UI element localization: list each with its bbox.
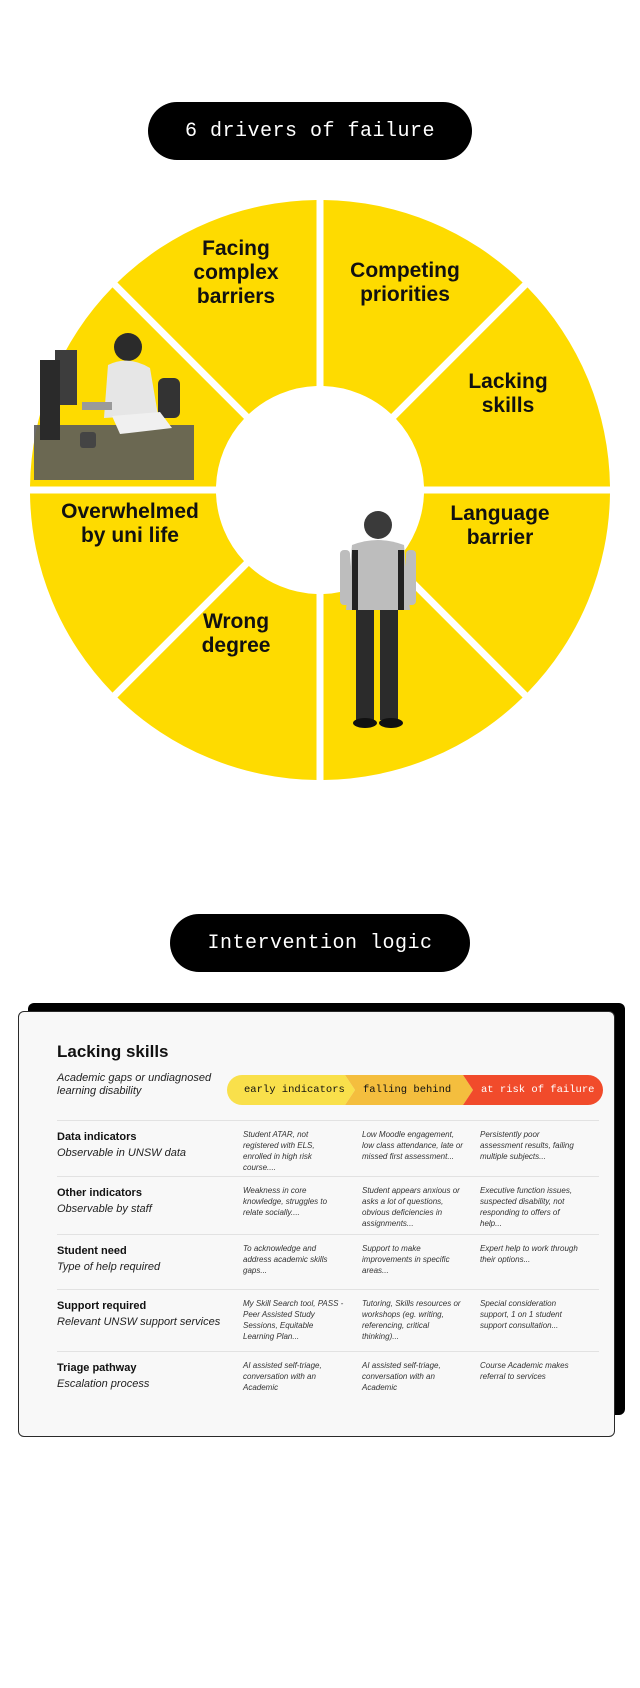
table-row <box>57 1234 599 1290</box>
row-name: Triage pathway <box>57 1362 137 1374</box>
cell-risk: Persistently poor assessment results, failing multiple subjects... <box>480 1130 574 1161</box>
table-row <box>57 1176 599 1235</box>
driver-label-line: priorities <box>360 283 450 306</box>
driver-label-line: Competing <box>350 259 460 282</box>
table-row <box>57 1120 599 1177</box>
drivers-heading-label: 6 drivers of failure <box>184 119 436 143</box>
driver-label-line: Facing <box>202 237 270 260</box>
card-subtitle: Academic gaps or undiagnosed learning disability <box>57 1072 212 1097</box>
driver-label-line: Language <box>450 502 550 525</box>
cell-early: Student ATAR, not registered with ELS, enrolled in high risk course.... <box>243 1130 315 1172</box>
stage-label-falling: falling behind <box>363 1084 452 1096</box>
cell-risk: Course Academic makes referral to services <box>480 1361 569 1381</box>
cell-risk: Expert help to work through their options... <box>480 1244 578 1264</box>
intervention-heading-pill <box>170 914 470 972</box>
cell-early: My Skill Search tool, PASS -Peer Assisted Study Sessions, Equitable Learning Plan... <box>243 1299 344 1341</box>
driver-label-line: Wrong <box>202 610 270 633</box>
drivers-wheel <box>0 190 640 790</box>
cell-falling: Student appears anxious or asks a lot of questions, obvious deficiencies in assignments... <box>362 1186 460 1228</box>
row-desc: Observable by staff <box>57 1203 152 1215</box>
row-name: Student need <box>57 1245 127 1257</box>
stage-label-risk: at risk of failure <box>481 1084 595 1096</box>
driver-label <box>61 500 199 547</box>
driver-label <box>350 259 460 306</box>
intervention-heading-label: Intervention logic <box>207 931 433 955</box>
card-title: Lacking skills <box>57 1042 169 1061</box>
driver-label-line: Overwhelmed <box>61 500 199 523</box>
driver-label-line: by uni life <box>80 524 180 547</box>
table-row <box>57 1289 599 1352</box>
row-desc: Relevant UNSW support services <box>57 1316 221 1328</box>
row-name: Data indicators <box>57 1131 137 1143</box>
driver-label <box>202 610 271 657</box>
cell-early: AI assisted self-triage, conversation with an Academic <box>243 1361 322 1392</box>
cell-risk: Special consideration support, 1 on 1 student support consultation... <box>480 1299 562 1330</box>
driver-label-line: Lacking <box>468 370 548 393</box>
stage-label-early: early indicators <box>244 1084 345 1096</box>
driver-label-line: skills <box>481 394 535 417</box>
row-desc: Observable in UNSW data <box>57 1147 186 1159</box>
cell-early: Weakness in core knowledge, struggles to relate socially.... <box>243 1186 328 1217</box>
driver-label-line: complex <box>193 261 279 284</box>
cell-falling: Low Moodle engagement, low class attendance, late or missed first assessment... <box>362 1130 463 1161</box>
driver-label <box>193 237 279 308</box>
driver-label-line: barriers <box>196 285 276 308</box>
driver-label-line: degree <box>201 634 271 657</box>
intervention-card <box>18 1011 615 1437</box>
cell-risk: Executive function issues, suspected disability, not responding to offers of help... <box>480 1186 573 1228</box>
cell-falling: Tutoring, Skills resources or workshops (eg. writing, referencing, critical thinking)... <box>362 1299 461 1341</box>
row-desc: Type of help required <box>57 1261 161 1273</box>
stage-bar <box>227 1075 603 1105</box>
row-name: Support required <box>57 1300 147 1312</box>
cell-falling: AI assisted self-triage, conversation with an Academic <box>362 1361 441 1392</box>
table-row <box>57 1351 599 1412</box>
cell-early: To acknowledge and address academic skills gaps... <box>243 1244 328 1275</box>
row-desc: Escalation process <box>57 1378 150 1390</box>
drivers-heading-pill <box>148 102 472 160</box>
cell-falling: Support to make improvements in specific areas... <box>362 1244 450 1275</box>
row-name: Other indicators <box>57 1187 142 1199</box>
driver-label-line: barrier <box>466 526 534 549</box>
